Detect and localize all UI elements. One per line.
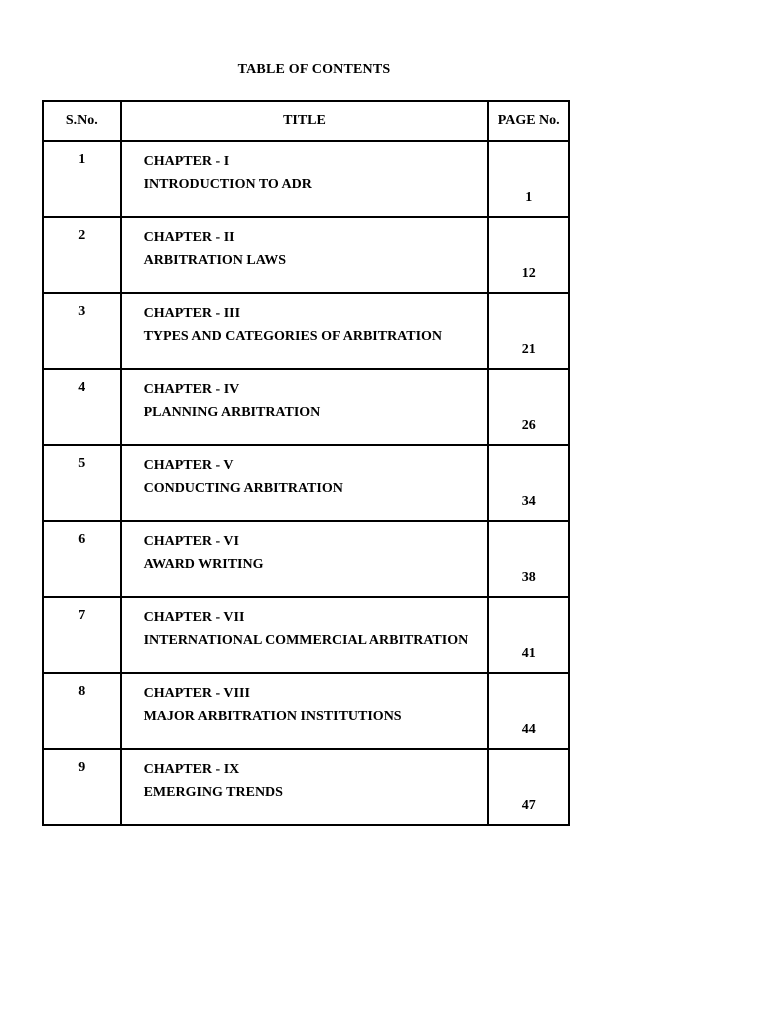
chapter-title: MAJOR ARBITRATION INSTITUTIONS: [143, 709, 402, 724]
table-row: [43, 749, 569, 825]
page-title: TABLE OF CONTENTS: [237, 62, 391, 77]
table-row: [43, 445, 569, 521]
table-row: [43, 293, 569, 369]
table-row: [43, 141, 569, 217]
chapter-title: PLANNING ARBITRATION: [143, 405, 321, 420]
table-row: [43, 369, 569, 445]
row-page: 41: [488, 597, 569, 673]
chapter-label: CHAPTER - III: [143, 306, 241, 321]
row-page: 44: [488, 673, 569, 749]
chapter-title: AWARD WRITING: [143, 557, 264, 572]
row-page: 26: [488, 369, 569, 445]
chapter-title: ARBITRATION LAWS: [143, 253, 287, 268]
chapter-label: CHAPTER - IV: [143, 382, 240, 397]
column-header-page: PAGE No.: [488, 101, 569, 141]
row-sno: 1: [43, 141, 121, 217]
row-page: 1: [488, 141, 569, 217]
row-page: 21: [488, 293, 569, 369]
row-sno: 5: [43, 445, 121, 521]
row-sno: 4: [43, 369, 121, 445]
row-title-cell: [121, 369, 489, 445]
chapter-label: CHAPTER - I: [143, 154, 230, 169]
row-sno: 3: [43, 293, 121, 369]
row-title-cell: [121, 521, 489, 597]
chapter-title: EMERGING TRENDS: [143, 785, 283, 800]
chapter-title: INTERNATIONAL COMMERCIAL ARBITRATION: [143, 633, 469, 648]
table-row: [43, 217, 569, 293]
row-page: 38: [488, 521, 569, 597]
chapter-label: CHAPTER - V: [143, 458, 234, 473]
table-row: [43, 521, 569, 597]
row-sno: 9: [43, 749, 121, 825]
row-sno: 2: [43, 217, 121, 293]
row-title-cell: [121, 673, 489, 749]
column-header-sno: S.No.: [43, 101, 121, 141]
chapter-label: CHAPTER - II: [143, 230, 235, 245]
row-sno: 8: [43, 673, 121, 749]
table-row: [43, 597, 569, 673]
row-title-cell: [121, 293, 489, 369]
chapter-label: CHAPTER - VIII: [143, 686, 250, 701]
chapter-label: CHAPTER - VI: [143, 534, 239, 549]
row-title-cell: [121, 141, 489, 217]
chapter-title: INTRODUCTION TO ADR: [143, 177, 312, 192]
row-title-cell: [121, 217, 489, 293]
chapter-label: CHAPTER - VII: [143, 610, 245, 625]
chapter-title: TYPES AND CATEGORIES OF ARBITRATION: [143, 329, 443, 344]
row-page: 12: [488, 217, 569, 293]
toc-table: [42, 100, 570, 826]
row-sno: 7: [43, 597, 121, 673]
row-title-cell: [121, 445, 489, 521]
row-sno: 6: [43, 521, 121, 597]
table-row: [43, 673, 569, 749]
row-title-cell: [121, 749, 489, 825]
chapter-label: CHAPTER - IX: [143, 762, 240, 777]
column-header-title: TITLE: [121, 101, 489, 141]
toc-header-row: [43, 101, 569, 141]
chapter-title: CONDUCTING ARBITRATION: [143, 481, 343, 496]
row-title-cell: [121, 597, 489, 673]
row-page: 47: [488, 749, 569, 825]
row-page: 34: [488, 445, 569, 521]
